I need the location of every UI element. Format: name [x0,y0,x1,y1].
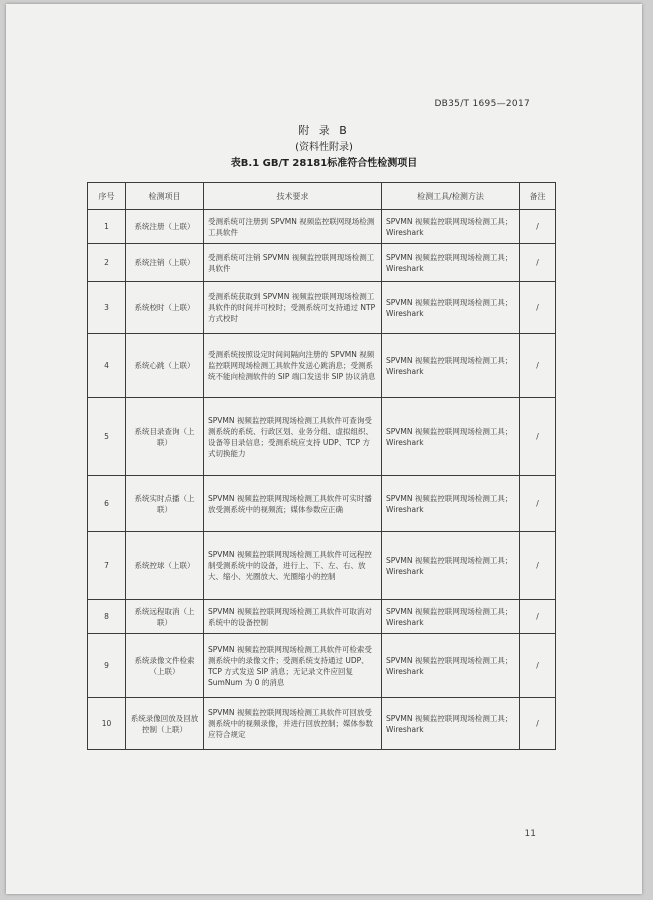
tool-line-2: Wireshark [386,617,424,627]
technical-requirement: 受测系统获取到 SPVMN 视频监控联网现场检测工具软件的时间并可校时；受测系统可支持通过 NTP 方式校时 [204,282,382,334]
tool-line-1: SPVMN 视频监控联网现场检测工具； [386,355,513,365]
tool-line-2: Wireshark [386,566,424,576]
table-row [88,210,556,244]
tool-line-1: SPVMN 视频监控联网现场检测工具； [386,297,513,307]
test-item: 系统控球（上联） [126,532,204,600]
remark: / [520,282,556,334]
table-row [88,634,556,698]
document-page [6,4,642,894]
tool-line-1: SPVMN 视频监控联网现场检测工具； [386,493,513,503]
test-item: 系统远程取消（上联） [126,600,204,634]
tool-line-1: SPVMN 视频监控联网现场检测工具； [386,606,513,616]
remark: / [520,476,556,532]
test-item: 系统校时（上联） [126,282,204,334]
tool-line-2: Wireshark [386,504,424,514]
row-number: 4 [88,334,126,398]
page-number: 11 [524,829,536,839]
row-number: 3 [88,282,126,334]
test-item: 系统录像回放及回放控制（上联） [126,698,204,750]
technical-requirement: 受测系统可注册到 SPVMN 视频监控联网现场检测工具软件 [204,210,382,244]
remark: / [520,698,556,750]
test-item: 系统目录查询（上联） [126,398,204,476]
tool-line-1: SPVMN 视频监控联网现场检测工具； [386,216,513,226]
row-number: 10 [88,698,126,750]
tool-line-1: SPVMN 视频监控联网现场检测工具； [386,252,513,262]
remark: / [520,398,556,476]
remark: / [520,210,556,244]
row-number: 8 [88,600,126,634]
row-number: 2 [88,244,126,282]
remark: / [520,532,556,600]
table-row [88,600,556,634]
remark: / [520,244,556,282]
row-number: 5 [88,398,126,476]
table-row [88,476,556,532]
technical-requirement: SPVMN 视频监控联网现场检测工具软件可查询受测系统的系统、行政区划、业务分组、虚拟组织、设备等目录信息；受测系统应支持 UDP、TCP 方式切换能力 [204,398,382,476]
tool-line-1: SPVMN 视频监控联网现场检测工具； [386,655,513,665]
table-row [88,244,556,282]
technical-requirement: 受测系统可注销 SPVMN 视频监控联网现场检测工具软件 [204,244,382,282]
tool-line-2: Wireshark [386,724,424,734]
test-tool [382,600,520,634]
col-header-tool: 检测工具/检测方法 [382,183,520,210]
test-tool [382,634,520,698]
test-tool [382,210,520,244]
technical-requirement: SPVMN 视频监控联网现场检测工具软件可回放受测系统中的视频录像，并进行回放控制；媒体参数应符合规定 [204,698,382,750]
tool-line-2: Wireshark [386,437,424,447]
technical-requirement: SPVMN 视频监控联网现场检测工具软件可检索受测系统中的录像文件；受测系统支持通过 UDP、TCP 方式发送 SIP 消息；无记录文件应回复 SumNum 为 0 的消息 [204,634,382,698]
col-header-requirement: 技术要求 [204,183,382,210]
tool-line-2: Wireshark [386,666,424,676]
test-tool [382,334,520,398]
tool-line-1: SPVMN 视频监控联网现场检测工具； [386,555,513,565]
technical-requirement: SPVMN 视频监控联网现场检测工具软件可实时播放受测系统中的视频流；媒体参数应正确 [204,476,382,532]
test-tool [382,282,520,334]
row-number: 9 [88,634,126,698]
tool-line-1: SPVMN 视频监控联网现场检测工具； [386,713,513,723]
standard-code: DB35/T 1695—2017 [434,99,530,109]
test-item: 系统注销（上联） [126,244,204,282]
tool-line-2: Wireshark [386,227,424,237]
compliance-test-table [87,182,556,750]
table-row [88,334,556,398]
tool-line-2: Wireshark [386,263,424,273]
tool-line-2: Wireshark [386,366,424,376]
table-row [88,532,556,600]
tool-line-1: SPVMN 视频监控联网现场检测工具； [386,426,513,436]
table-row [88,698,556,750]
remark: / [520,600,556,634]
table-row [88,282,556,334]
technical-requirement: 受测系统按照设定时间间隔向注册的 SPVMN 视频监控联网现场检测工具软件发送心跳消息；受测系统不能向检测软件的 SIP 端口发送非 SIP 协议消息 [204,334,382,398]
row-number: 6 [88,476,126,532]
appendix-title: 附 录 B [298,124,350,137]
row-number: 7 [88,532,126,600]
test-tool [382,244,520,282]
tool-line-2: Wireshark [386,308,424,318]
test-tool [382,698,520,750]
table-title: 表B.1 GB/T 28181标准符合性检测项目 [230,158,418,169]
col-header-no: 序号 [88,183,126,210]
test-tool [382,532,520,600]
test-tool [382,476,520,532]
col-header-note: 备注 [520,183,556,210]
test-item: 系统录像文件检索（上联） [126,634,204,698]
remark: / [520,334,556,398]
table-header-row [88,183,556,210]
test-item: 系统心跳（上联） [126,334,204,398]
col-header-item: 检测项目 [126,183,204,210]
remark: / [520,634,556,698]
test-item: 系统注册（上联） [126,210,204,244]
test-item: 系统实时点播（上联） [126,476,204,532]
appendix-nature: (资料性附录) [295,142,353,153]
technical-requirement: SPVMN 视频监控联网现场检测工具软件可取消对系统中的设备控制 [204,600,382,634]
test-tool [382,398,520,476]
technical-requirement: SPVMN 视频监控联网现场检测工具软件可远程控制受测系统中的设备，进行上、下、左、右、放大、缩小、光圈放大、光圈缩小的控制 [204,532,382,600]
row-number: 1 [88,210,126,244]
table-row [88,398,556,476]
